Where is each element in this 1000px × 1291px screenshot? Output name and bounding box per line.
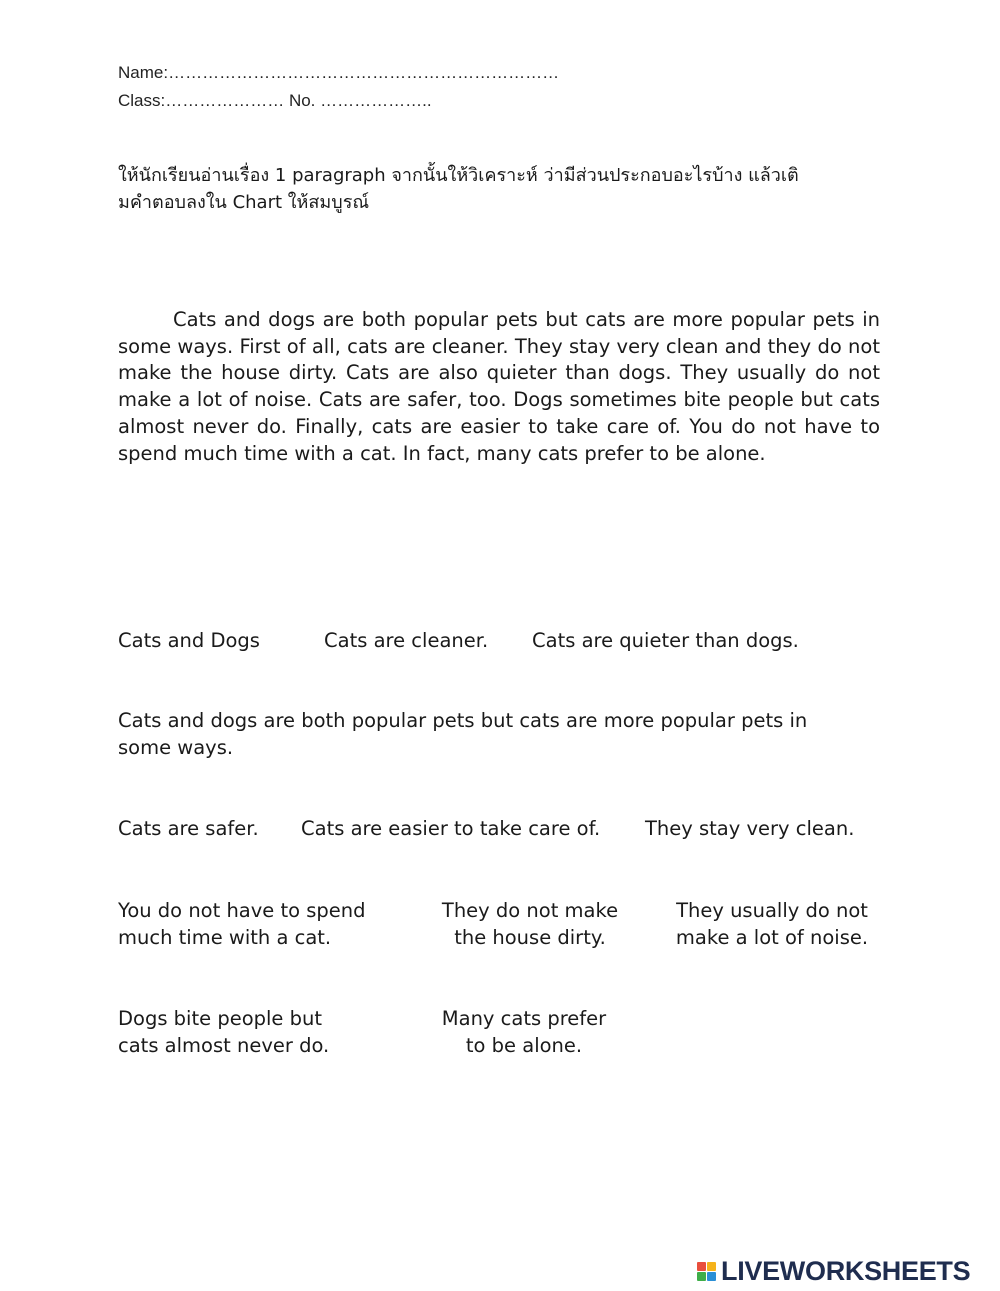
name-field-line: Name:…………………………………………………………… <box>118 63 560 82</box>
logo-tile <box>697 1272 706 1281</box>
fragment-house-dirty <box>425 897 635 951</box>
fragment-noise <box>660 897 884 951</box>
liveworksheets-logo <box>697 1256 970 1287</box>
fragment-cats-easier: Cats are easier to take care of. <box>301 817 601 840</box>
fragment-prefer-alone <box>424 1005 624 1059</box>
fragment-spend-time <box>118 897 366 951</box>
logo-tile <box>707 1272 716 1281</box>
logo-tile <box>697 1262 706 1271</box>
fragment-line: make a lot of noise. <box>675 926 869 949</box>
reading-passage: Cats and dogs are both popular pets but cats are more popular pets in some ways. First of all, cats are cleaner. They stay very clean and they do not make the house dirty. Cats are also quieter than dogs. They usually do not make a lot of noise. Cats are safer, too. Dogs sometimes bite people but cats almost never do. Finally, cats are easier to take care of. You do not have to spend much time with a cat. In fact, many cats prefer to be alone. <box>118 308 880 465</box>
fragment-line: to be alone. <box>465 1034 583 1057</box>
fragment-line: Many cats prefer <box>441 1007 607 1030</box>
fragment-line: You do not have to spend <box>118 899 366 922</box>
fragment-line: They do not make <box>441 899 619 922</box>
fragment-cats-safer: Cats are safer. <box>118 817 259 840</box>
liveworksheets-brand-text: LIVEWORKSHEETS <box>721 1256 971 1286</box>
instruction-line-2: มคำตอบลงใน Chart ให้สมบูรณ์ <box>118 192 370 213</box>
instruction-line-1: ให้นักเรียนอ่านเรื่อง 1 paragraph จากนั้นให้วิเคราะห์ ว่ามีส่วนประกอบอะไรบ้าง แล้วเติ <box>118 165 799 186</box>
fragment-stay-clean: They stay very clean. <box>645 817 855 840</box>
liveworksheets-logo-icon <box>697 1262 716 1281</box>
fragment-topic-sentence-line1: Cats and dogs are both popular pets but cats are more popular pets in <box>118 709 808 732</box>
class-number-field-line: Class:………………… No. ……………….. <box>118 91 432 110</box>
fragment-line: They usually do not <box>676 899 868 922</box>
fragment-cats-cleaner: Cats are cleaner. <box>324 629 489 652</box>
fragment-dogs-bite <box>118 1005 329 1059</box>
logo-tile <box>707 1262 716 1271</box>
fragment-line: Dogs bite people but <box>118 1007 322 1030</box>
fragment-line: the house dirty. <box>454 926 606 949</box>
fragment-line: cats almost never do. <box>118 1034 330 1057</box>
fragment-line: much time with a cat. <box>118 926 332 949</box>
fragment-cats-quieter: Cats are quieter than dogs. <box>532 629 799 652</box>
fragment-topic-sentence-line2: some ways. <box>118 736 234 759</box>
fragment-cats-and-dogs: Cats and Dogs <box>118 629 260 652</box>
